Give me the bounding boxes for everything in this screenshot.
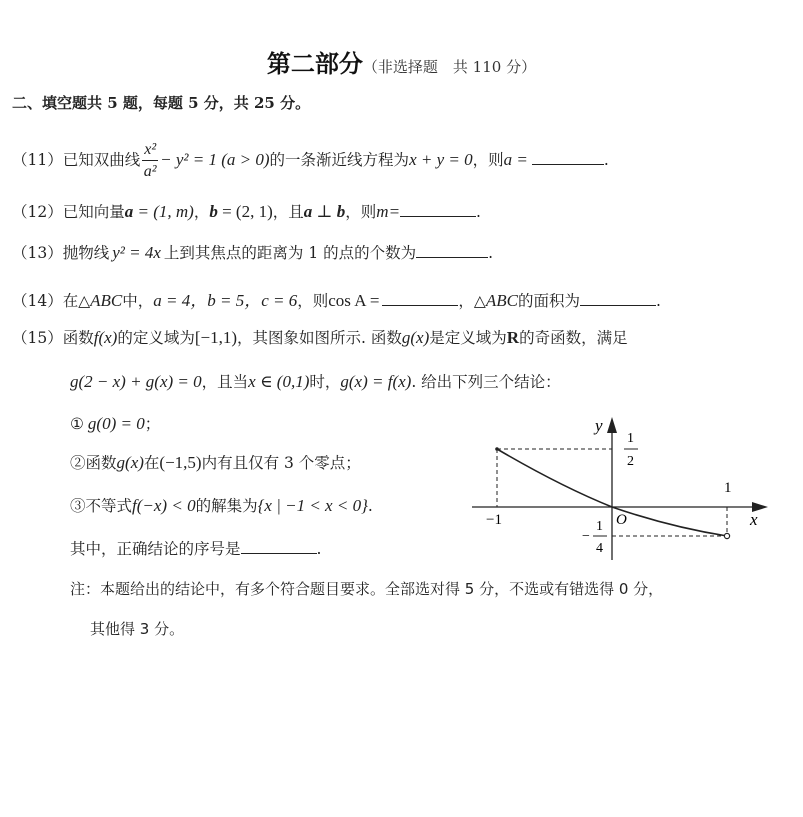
origin-label: O	[616, 512, 627, 528]
question-number: （13）	[12, 244, 63, 262]
question-text: 其中，正确结论的序号是	[70, 540, 241, 558]
question-text: ，△	[458, 292, 486, 310]
math-parabola: y² = 4x	[112, 243, 161, 262]
y-half-numerator: 1	[627, 431, 634, 446]
y-quarter-numerator: 1	[596, 519, 603, 534]
question-text: 抛物线	[62, 244, 110, 262]
circled-1-icon: ①	[70, 415, 84, 433]
answer-prompt-line	[70, 537, 321, 559]
open-endpoint	[724, 533, 729, 538]
answer-blank-cos[interactable]	[382, 291, 458, 306]
math-reals: R	[506, 328, 520, 347]
conclusion-1	[70, 412, 160, 434]
page-title	[0, 44, 803, 79]
question-11	[12, 142, 609, 180]
question-text: 上到其焦点的距离为 1 的点的个数为	[163, 244, 417, 262]
tick-label-neg1: −1	[486, 512, 502, 528]
question-text: 已知双曲线	[62, 151, 141, 169]
period: .	[488, 244, 494, 262]
math-inequality: f(−x) < 0	[132, 496, 196, 515]
vector-a: a	[303, 202, 313, 221]
question-15-line-2	[70, 370, 561, 392]
vector-a-value: = (1, m)	[133, 202, 194, 221]
question-text: ，且当	[201, 373, 249, 391]
vector-b: b	[209, 202, 218, 221]
section-heading: 二、填空题共 5 题，每题 5 分，共 25 分。	[12, 94, 311, 112]
question-text: 的面积为	[517, 292, 580, 310]
circled-3-icon: ③	[70, 497, 86, 515]
math-gx-equals-fx: g(x) = f(x)	[340, 372, 412, 391]
period: .	[316, 540, 322, 558]
math-interval: (−1,5)	[159, 453, 202, 472]
fraction-numerator: x²	[142, 142, 158, 161]
fraction-denominator: a²	[143, 163, 157, 180]
separator: ，	[193, 203, 210, 221]
y-half-denominator: 2	[627, 454, 634, 469]
answer-blank[interactable]	[532, 150, 604, 165]
circled-2-icon: ②	[70, 454, 86, 472]
vector-b-value: = (2, 1)	[217, 202, 273, 221]
period: .	[367, 497, 373, 515]
math-gx: g(x)	[116, 453, 144, 472]
part-subtitle: （非选择题 共 110 分）	[362, 58, 537, 76]
math-fx: f(x)	[93, 328, 118, 347]
question-text: 在	[143, 454, 160, 472]
question-number: （14）	[12, 292, 63, 310]
question-text: ，则	[472, 151, 504, 169]
question-number: （15）	[12, 329, 63, 347]
question-text: . 给出下列三个结论：	[411, 373, 561, 391]
y-axis-arrow-icon	[607, 417, 617, 433]
question-text: 的解集为	[195, 497, 258, 515]
y-quarter-sign: −	[582, 529, 590, 544]
question-text: ，其图象如图所示. 函数	[237, 329, 402, 347]
answer-blank[interactable]	[400, 202, 476, 217]
conclusion-3	[70, 494, 373, 516]
period: .	[603, 151, 609, 169]
question-text: 的定义域为	[117, 329, 195, 347]
question-text: 已知向量	[62, 203, 125, 221]
question-text: 的一条渐近线方程为	[269, 151, 410, 169]
answer-blank[interactable]	[241, 539, 317, 554]
punctuation: ；	[144, 415, 161, 433]
answer-blank[interactable]	[416, 243, 488, 258]
question-text: 函数	[62, 329, 94, 347]
scoring-note-line-1: 注：本题给出的结论中，有多个符合题目要求。全部选对得 5 分，不选或有错选得 0 分，	[70, 580, 664, 598]
fraction-x2-over-a2	[142, 142, 158, 180]
question-text: 是定义域为	[429, 329, 507, 347]
math-asymptote: x + y = 0	[409, 150, 473, 169]
conclusion-2	[70, 451, 361, 473]
math-triangle: ABC	[90, 291, 123, 310]
x-axis-label: x	[750, 510, 758, 529]
math-g0: g(0) = 0	[87, 414, 145, 433]
question-13	[12, 241, 493, 263]
question-text: 不等式	[85, 497, 133, 515]
tick-label-1: 1	[724, 480, 732, 496]
answer-blank-area[interactable]	[580, 291, 656, 306]
closed-endpoint	[495, 447, 499, 451]
period: .	[655, 292, 661, 310]
math-equation: − y² = 1 (a > 0)	[160, 150, 270, 169]
question-15-line-1	[12, 326, 628, 348]
vector-b: b	[336, 202, 346, 221]
question-text: ，且	[272, 203, 304, 221]
y-axis-label: y	[595, 416, 603, 435]
math-interval: x ∈ (0,1)	[248, 372, 310, 391]
question-14	[12, 286, 661, 311]
y-quarter-denominator: 4	[596, 541, 603, 556]
function-graph	[460, 410, 803, 565]
part-title: 第二部分	[266, 50, 363, 78]
question-12	[12, 200, 481, 222]
scoring-note-line-2: 其他得 3 分。	[90, 620, 185, 638]
question-number: （11）	[12, 151, 63, 169]
question-text: 中，	[122, 292, 154, 310]
question-text: 的奇函数，满足	[519, 329, 628, 347]
vector-a: a	[124, 202, 134, 221]
period: .	[476, 203, 481, 221]
question-text: ，则	[297, 292, 329, 310]
question-number: （12）	[12, 203, 63, 221]
math-domain: [−1,1)	[194, 328, 238, 347]
math-triangle: ABC	[485, 291, 518, 310]
question-text: ，则	[345, 203, 377, 221]
math-cos-a: cos A =	[328, 291, 380, 310]
question-text: 在△	[62, 292, 91, 310]
question-text: 函数	[85, 454, 117, 472]
math-solution-set: {x | −1 < x < 0}	[257, 496, 368, 515]
question-text: 时，	[309, 373, 341, 391]
question-text: 内有且仅有 3 个零点；	[201, 454, 361, 472]
math-m: m=	[376, 202, 401, 221]
math-gx: g(x)	[401, 328, 430, 347]
math-side-values: a = 4，b = 5，c = 6	[153, 291, 298, 310]
math-a: a =	[503, 150, 528, 169]
math-functional-equation: g(2 − x) + g(x) = 0	[70, 372, 202, 391]
perpendicular-symbol: ⊥	[312, 202, 337, 221]
